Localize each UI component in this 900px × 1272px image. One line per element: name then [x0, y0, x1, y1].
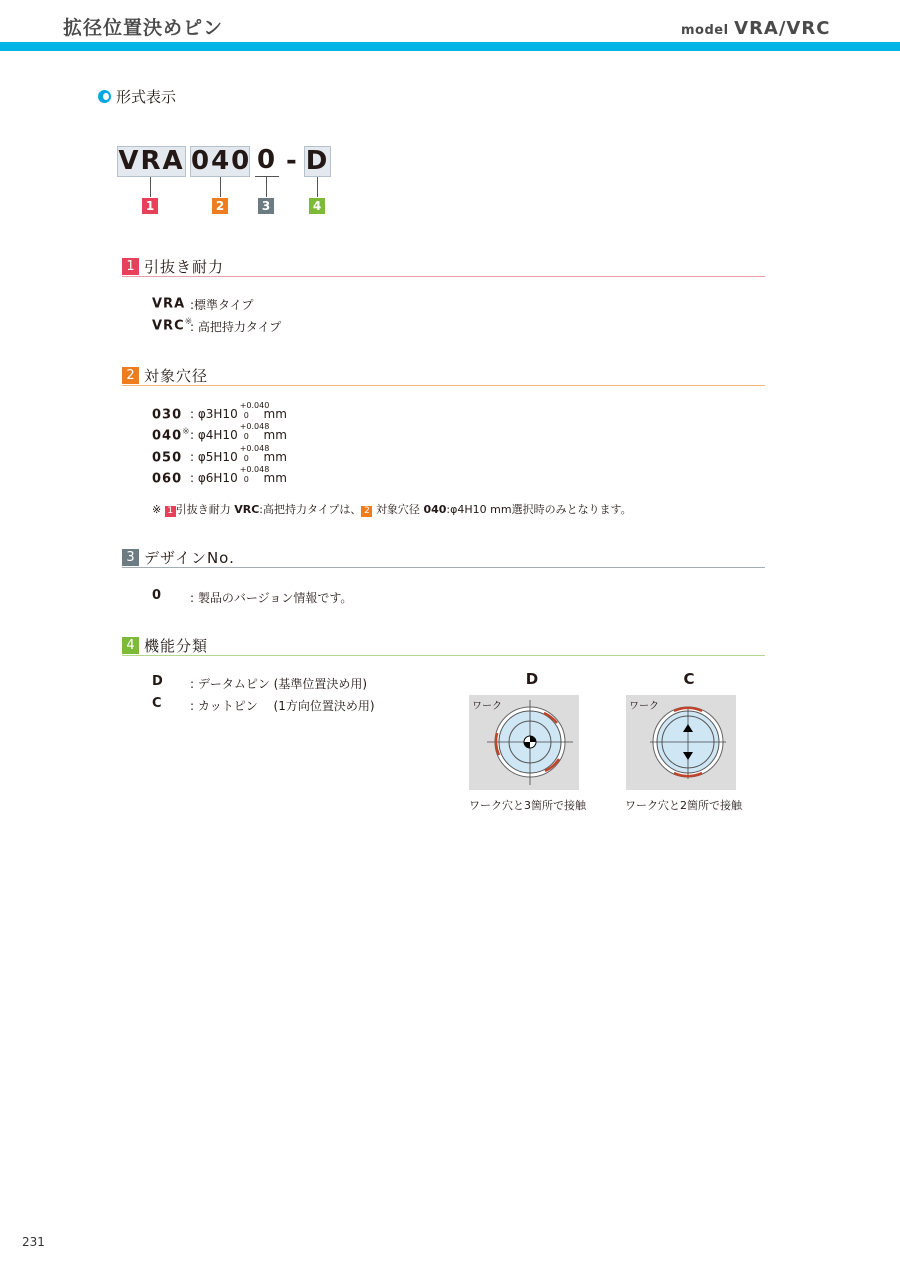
section-rule	[122, 567, 765, 568]
section-title: 機能分類	[144, 637, 209, 655]
code-part-type: VRA	[118, 146, 185, 176]
diagram-c-cut-pin	[626, 695, 736, 790]
item-value: : 高把持力タイプ	[190, 320, 282, 334]
code-number-1: 1	[142, 198, 158, 214]
model-label	[681, 18, 830, 39]
note-number-2: 2	[361, 506, 372, 517]
diagram-c-caption: ワーク穴と2箇所で接触	[625, 799, 742, 812]
item-value: : φ3H10 +0.040 0 mm	[190, 401, 287, 421]
section-title: 対象穴径	[144, 367, 209, 385]
code-dash: -	[286, 146, 297, 176]
code-number-3: 3	[258, 198, 274, 214]
item-value: : 製品のバージョン情報です。	[190, 591, 353, 605]
section-number-badge: 4	[122, 637, 139, 654]
item-key: 050	[152, 450, 183, 466]
design-underline	[255, 176, 279, 177]
item-value: : φ4H10 +0.048 0 mm	[190, 422, 287, 442]
diagram-c-label: C	[683, 670, 695, 688]
section-pullout-strength	[122, 257, 765, 277]
item-key: 060	[152, 471, 183, 487]
item-key: VRA	[152, 296, 186, 312]
leader-line-3	[266, 177, 267, 197]
item-key: 030	[152, 407, 183, 423]
section-target-hole-diameter	[122, 366, 765, 386]
item-key: D	[152, 674, 164, 689]
code-number-2: 2	[212, 198, 228, 214]
code-part-function: D	[305, 146, 330, 176]
diagram-d-label: D	[525, 670, 539, 688]
code-part-design: 0	[256, 145, 278, 175]
header-accent-bar	[0, 42, 900, 51]
item-value: :標準タイプ	[190, 298, 254, 312]
model-prefix: model	[681, 23, 729, 38]
model-name: VRA/VRC	[734, 18, 831, 39]
code-part-diameter: 040	[191, 146, 252, 176]
item-value: : データムピン (基準位置決め用)	[190, 677, 368, 691]
section-title: 引抜き耐力	[144, 258, 225, 276]
leader-line-1	[150, 177, 151, 197]
format-heading	[98, 86, 176, 107]
section-number-badge: 2	[122, 367, 139, 384]
section-rule	[122, 385, 765, 386]
footnote: ※ 1 引抜き耐力 VRC:高把持力タイプは、 2 対象穴径 040:φ4H10 mm選択時のみとなります。	[152, 503, 632, 516]
cut-pin-drawing	[626, 695, 736, 790]
item-key: 0	[152, 588, 163, 603]
code-number-4: 4	[309, 198, 325, 214]
leader-line-2	[220, 177, 221, 197]
section-design-number	[122, 548, 765, 568]
format-heading-text: 形式表示	[116, 88, 177, 106]
work-label: ワーク	[472, 701, 502, 712]
note-number-1: 1	[165, 506, 176, 517]
work-label: ワーク	[629, 701, 659, 712]
page-number: 231	[22, 1235, 45, 1249]
section-title: デザインNo.	[144, 549, 235, 567]
item-key: C	[152, 696, 163, 711]
page-header-title: 拡径位置決めピン	[63, 17, 224, 39]
section-function-class	[122, 636, 765, 656]
diagram-d-caption: ワーク穴と3箇所で接触	[469, 799, 586, 812]
bullet-icon	[98, 90, 111, 103]
section-rule	[122, 276, 765, 277]
item-value: : φ5H10 +0.048 0 mm	[190, 444, 287, 464]
item-value: : φ6H10 +0.048 0 mm	[190, 465, 287, 485]
item-key: VRC※	[152, 317, 193, 334]
item-value: : カットピン (1方向位置決め用)	[190, 699, 375, 713]
section-rule	[122, 655, 765, 656]
item-key: 040※	[152, 427, 190, 444]
section-number-badge: 3	[122, 549, 139, 566]
section-number-badge: 1	[122, 258, 139, 275]
datum-pin-drawing	[469, 695, 579, 790]
diagram-d-datum-pin	[469, 695, 579, 790]
leader-line-4	[317, 177, 318, 197]
